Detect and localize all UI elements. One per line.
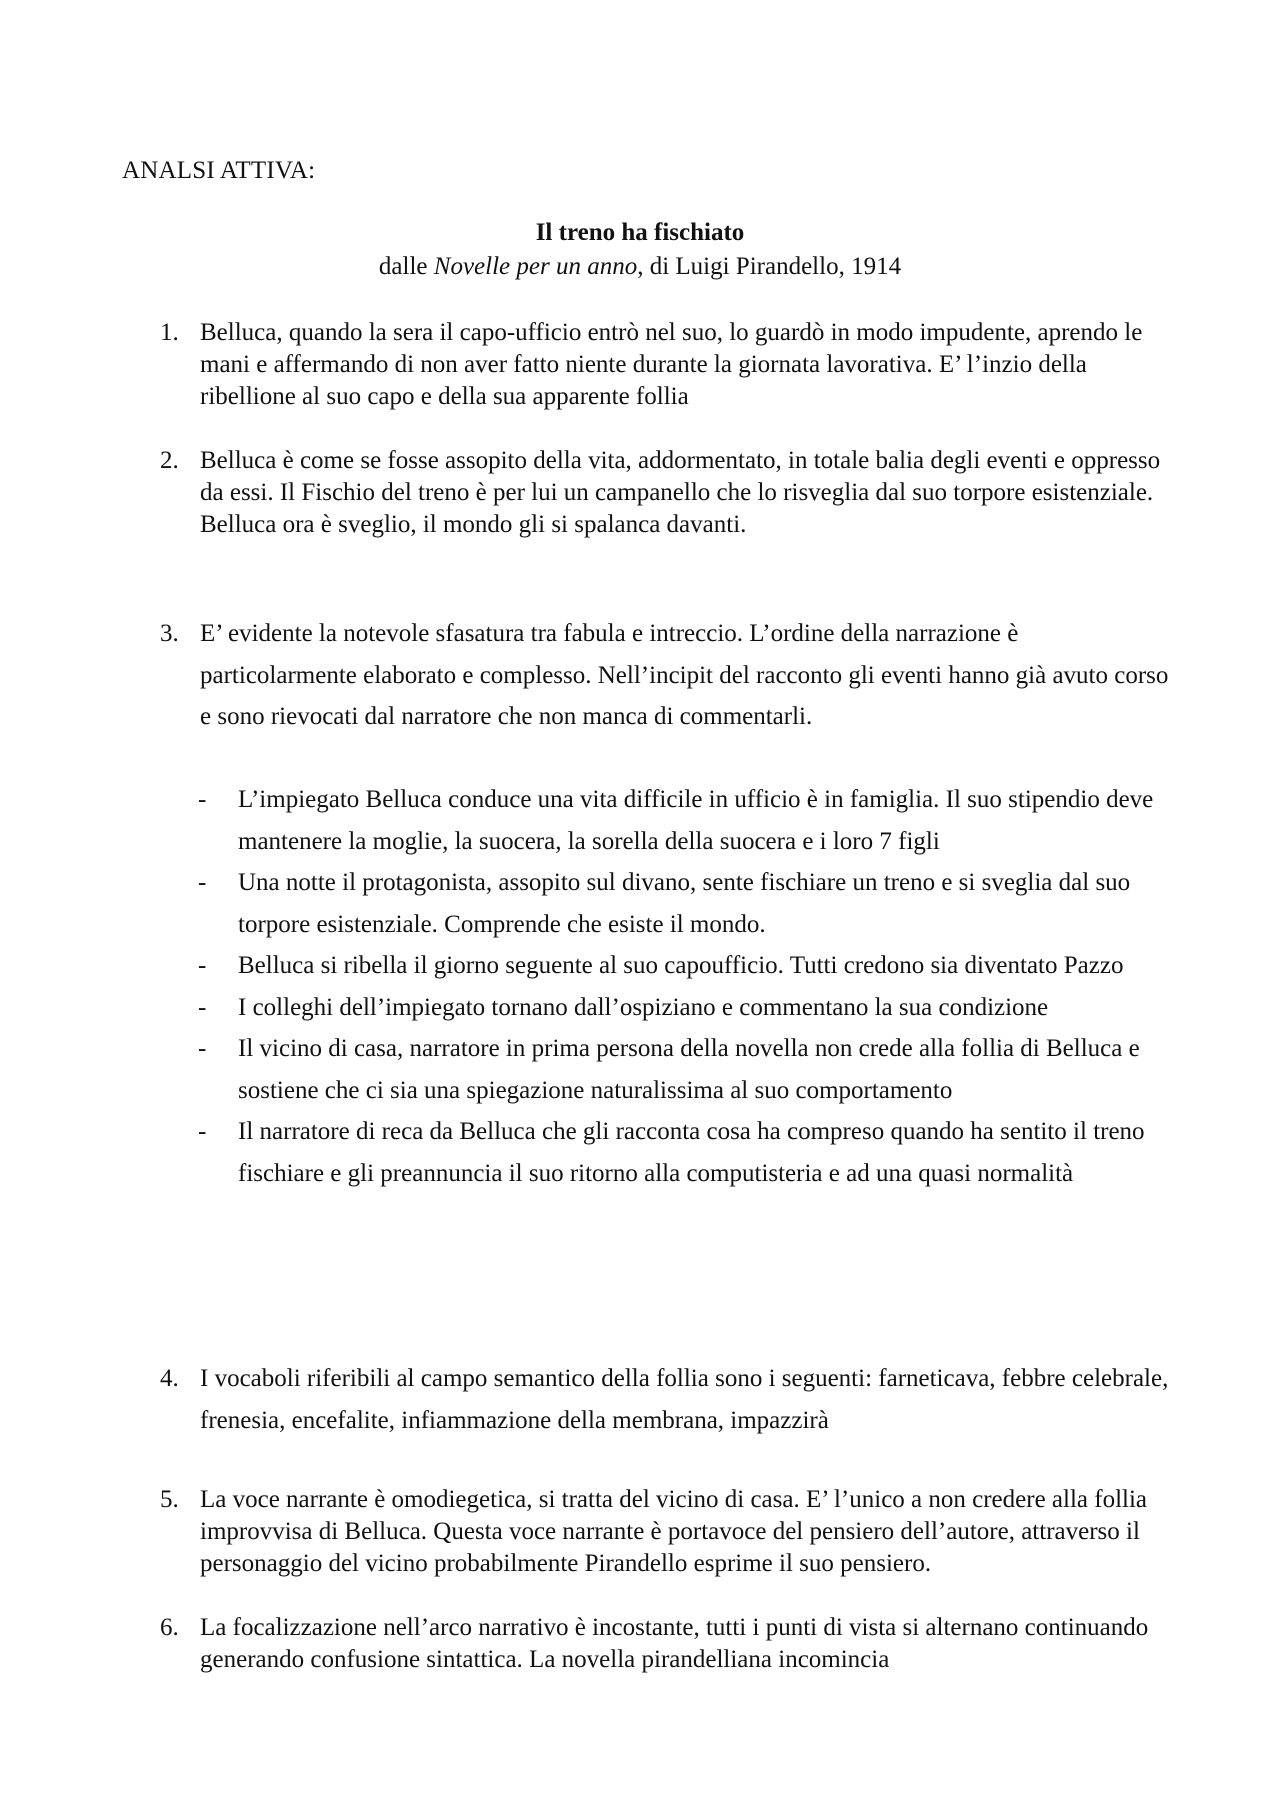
bullet-text: Il vicino di casa, narratore in prima persona della novella non crede alla follia di Belluca e sostiene che ci sia una spiegazione naturalissima al suo comportamento (238, 1035, 1140, 1104)
bullet-text: Il narratore di reca da Belluca che gli racconta cosa ha compreso quando ha sentito il treno fischiare e gli preannuncia il suo ritorno alla computisteria e ad una quasi normalità (238, 1118, 1145, 1187)
list-item-4 (160, 1358, 1170, 1441)
list-item-1 (160, 317, 1170, 413)
item-number: 1. (160, 319, 179, 346)
item-number: 6. (160, 1614, 179, 1641)
item-text: La focalizzazione nell’arco narrativo è incostante, tutti i punti di vista si alternano continuando generando confusione sintattica. La novella pirandelliana incomincia (200, 1614, 1149, 1673)
subtitle-suffix: , di Luigi Pirandello, 1914 (637, 253, 902, 280)
bullet-marker: - (198, 1118, 207, 1145)
subtitle-prefix: dalle (378, 253, 434, 280)
list-item-5 (160, 1484, 1170, 1580)
list-item (198, 862, 1178, 945)
bullet-marker: - (198, 952, 207, 979)
subtitle-work-title: Novelle per un anno (433, 253, 638, 280)
document-title: Il treno ha fischiato (535, 219, 745, 246)
bullet-marker: - (198, 993, 207, 1021)
list-item (198, 1111, 1178, 1194)
document-subtitle (0, 252, 1280, 282)
list-item-6 (160, 1612, 1170, 1676)
bullet-marker: - (198, 786, 207, 813)
item-number: 2. (160, 447, 179, 474)
bullet-text: Una notte il protagonista, assopito sul divano, sente fischiare un treno e si sveglia dal suo torpore esistenziale. Comprende che esiste il mondo. (238, 869, 1131, 938)
list-item-3 (160, 613, 1170, 738)
item-text: Belluca, quando la sera il capo-ufficio entrò nel suo, lo guardò in modo impudente, aprendo le mani e affermando di non aver fatto niente durante la giornata lavorativa. E’ l’inzio della ribellione al suo capo e della sua apparente follia (200, 319, 1143, 410)
bullet-marker: - (198, 869, 207, 896)
bullet-text: Belluca si ribella il giorno seguente al suo capoufficio. Tutti credono sia diventato Pazzo (238, 952, 1124, 979)
item-number: 4. (160, 1365, 179, 1392)
bullet-marker: - (198, 1035, 207, 1062)
list-item-2 (160, 445, 1170, 541)
item-text: I vocaboli riferibili al campo semantico della follia sono i seguenti: farneticava, febbre celebrale, frenesia, encefalite, infiammazione della membrana, impazzirà (200, 1365, 1169, 1434)
list-item (198, 1028, 1178, 1111)
list-item (198, 945, 1178, 987)
item-text: E’ evidente la notevole sfasatura tra fabula e intreccio. L’ordine della narrazione è particolarmente elaborato e complesso. Nell’incipit del racconto gli eventi hanno già avuto corso e sono rievocati dal narratore che non manca di commentarli. (200, 620, 1169, 730)
item-number: 3. (160, 620, 179, 647)
events-sequence-list (198, 779, 1178, 1194)
item-text: La voce narrante è omodiegetica, si tratta del vicino di casa. E’ l’unico a non credere alla follia improvvisa di Belluca. Questa voce narrante è portavoce del pensiero dell’autore, attraverso il personaggio del vicino probabilmente Pirandello esprime il suo pensiero. (200, 1486, 1148, 1577)
analysis-heading: ANALSI ATTIVA: (122, 157, 316, 184)
bullet-text: I colleghi dell’impiegato tornano dall’ospiziano e commentano la sua condizione (238, 993, 1049, 1021)
list-item (198, 779, 1178, 862)
item-text: Belluca è come se fosse assopito della vita, addormentato, in totale balia degli eventi e oppresso da essi. Il Fischio del treno è per lui un campanello che lo risveglia dal suo torpore esistenziale. Belluca ora è sveglio, il mondo gli si spalanca davanti. (200, 447, 1161, 538)
bullet-text: L’impiegato Belluca conduce una vita difficile in ufficio è in famiglia. Il suo stipendio deve mantenere la moglie, la suocera, la sorella della suocera e i loro 7 figli (238, 786, 1154, 855)
item-number: 5. (160, 1486, 179, 1513)
list-item (198, 987, 1178, 1029)
